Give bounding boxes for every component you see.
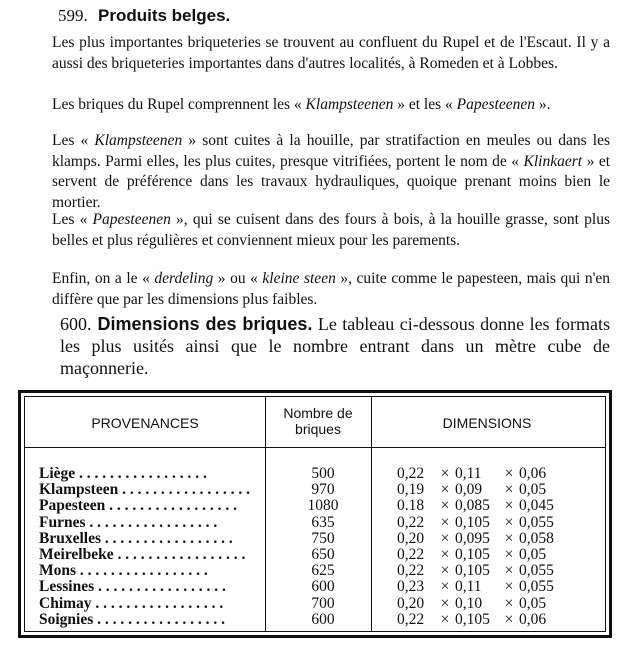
dimensions-cell	[397, 514, 597, 531]
length-value: 0,22	[397, 513, 425, 531]
table-row	[25, 530, 603, 547]
provenance-cell: Klampsteen . . . . . . . . . . . . . . . . .	[39, 481, 250, 499]
paragraph-text: Les « Papesteenen », qui se cuisent dans des fours à bois, à la houille grasse, sont plus belles et plus régulières et conviennent mieux pour les parements.	[52, 211, 610, 249]
height-value: 0,05	[519, 481, 547, 499]
height-value: 0,058	[519, 529, 554, 547]
height-value: 0,05	[519, 546, 547, 563]
table-row	[25, 465, 603, 482]
paragraph-text: Enfin, on a le « derdeling » ou « kleine steen », cuite comme le papesteen, mais qui n'en diffère que par les dimensions plus faibles.	[52, 270, 611, 308]
leader-dots: . . . . . . . . . . . . . . . . .	[118, 481, 250, 499]
provenance-cell: Lessines . . . . . . . . . . . . . . . . .	[39, 578, 226, 596]
dimensions-cell	[397, 465, 597, 482]
section-title: Dimensions des briques.	[97, 314, 313, 334]
times-sign: ×	[440, 562, 450, 580]
length-value: 0,19	[397, 481, 425, 499]
times-sign: ×	[504, 578, 514, 596]
section-number: 600.	[60, 314, 92, 334]
height-value: 0,06	[519, 610, 547, 628]
times-sign: ×	[440, 546, 450, 563]
table-row	[25, 611, 603, 628]
section-number: 599.	[58, 6, 88, 25]
dimensions-cell	[397, 481, 597, 498]
dimensions-cell	[397, 562, 597, 579]
times-sign: ×	[440, 594, 450, 612]
section-600-text: 600. Dimensions des briques. Le tableau ci-dessous donne les formats les plus usités ainsi que le nombre entrant dans un mètre cube de maçonnerie.	[60, 314, 610, 378]
count-cell: 1080	[307, 497, 339, 515]
table-row	[25, 481, 603, 498]
section-title: Produits belges.	[98, 6, 231, 25]
count-cell: 600	[311, 578, 335, 596]
height-value: 0,055	[519, 562, 554, 580]
paragraph-text: Les plus importantes briqueteries se trouvent au confluent du Rupel et de l'Escaut. Il y a aussi des briqueteries importantes dans d'autres localités, à Romeden et à Lobbes.	[52, 34, 610, 72]
paragraph-text: Les « Klampsteenen » sont cuites à la houille, par stratifaction en meules ou dans les klamps. Parmi elles, les plus cuites, presque vitrifiées, portent le nom de « Klinkaert » et servent de préférence dans les travaux hydrauliques, quoique prenant moins bien le mortier.	[52, 132, 610, 211]
width-value: 0,11	[455, 578, 482, 596]
length-value: 0,20	[397, 594, 425, 612]
height-value: 0,055	[519, 513, 554, 531]
section-600-paragraph	[20, 313, 610, 379]
count-cell: 970	[311, 481, 335, 499]
provenance-cell: Bruxelles . . . . . . . . . . . . . . . . .	[39, 529, 233, 547]
provenance-cell: Papesteen . . . . . . . . . . . . . . . . .	[39, 497, 238, 515]
paragraph-text: Les briques du Rupel comprennent les « Klampsteenen » et les « Papesteenen ».	[52, 96, 551, 113]
length-value: 0,22	[397, 465, 425, 482]
provenance-cell: Meirelbeke . . . . . . . . . . . . . . . . .	[39, 546, 246, 563]
leader-dots: . . . . . . . . . . . . . . . . .	[85, 513, 218, 531]
paragraph	[20, 33, 610, 74]
table-row	[25, 595, 603, 612]
times-sign: ×	[504, 481, 514, 499]
dimensions-cell	[397, 578, 597, 595]
height-value: 0,06	[519, 465, 547, 482]
provenance-cell: Furnes . . . . . . . . . . . . . . . . .	[39, 513, 218, 531]
table-row	[25, 546, 603, 563]
count-cell: 500	[311, 465, 335, 482]
times-sign: ×	[440, 610, 450, 628]
count-cell: 635	[311, 513, 335, 531]
height-value: 0,045	[519, 497, 554, 515]
times-sign: ×	[440, 481, 450, 499]
times-sign: ×	[504, 546, 514, 563]
dimensions-cell	[397, 611, 597, 628]
table-row	[25, 562, 603, 579]
leader-dots: . . . . . . . . . . . . . . . . .	[101, 529, 233, 547]
table-row	[25, 578, 603, 595]
times-sign: ×	[504, 513, 514, 531]
times-sign: ×	[440, 513, 450, 531]
length-value: 0,23	[397, 578, 425, 596]
header-dimensions: DIMENSIONS	[442, 415, 532, 431]
leader-dots: . . . . . . . . . . . . . . . . .	[94, 578, 226, 596]
times-sign: ×	[504, 529, 514, 547]
count-cell: 600	[311, 610, 335, 628]
times-sign: ×	[440, 465, 450, 482]
count-cell: 700	[311, 594, 335, 612]
table-row	[25, 497, 603, 514]
width-value: 0,105	[455, 513, 490, 531]
width-value: 0,105	[455, 610, 490, 628]
count-cell: 650	[311, 546, 335, 563]
leader-dots: . . . . . . . . . . . . . . . . .	[91, 594, 224, 612]
width-value: 0,09	[455, 481, 483, 499]
leader-dots: . . . . . . . . . . . . . . . . .	[113, 546, 246, 563]
length-value: 0,22	[397, 546, 425, 563]
leader-dots: . . . . . . . . . . . . . . . . .	[76, 562, 208, 580]
height-value: 0,055	[519, 578, 554, 596]
times-sign: ×	[504, 610, 514, 628]
times-sign: ×	[504, 497, 514, 515]
dimensions-cell	[397, 497, 597, 514]
width-value: 0,085	[455, 497, 490, 515]
length-value: 0,20	[397, 529, 425, 547]
width-value: 0,11	[455, 465, 482, 482]
length-value: 0,22	[397, 562, 425, 580]
dimensions-cell	[397, 546, 597, 563]
provenance-cell: Liège . . . . . . . . . . . . . . . . .	[39, 465, 207, 482]
width-value: 0,10	[455, 594, 483, 612]
dimensions-table	[18, 390, 612, 638]
provenance-cell: Chimay . . . . . . . . . . . . . . . . .	[39, 594, 224, 612]
times-sign: ×	[440, 497, 450, 515]
length-value: 0,22	[397, 610, 425, 628]
count-cell: 625	[311, 562, 335, 580]
times-sign: ×	[504, 562, 514, 580]
times-sign: ×	[504, 594, 514, 612]
provenance-cell: Soignies . . . . . . . . . . . . . . . . .	[39, 610, 226, 628]
header-divider	[25, 447, 605, 448]
times-sign: ×	[504, 465, 514, 482]
count-cell: 750	[311, 529, 335, 547]
leader-dots: . . . . . . . . . . . . . . . . .	[75, 465, 207, 482]
provenance-cell: Mons . . . . . . . . . . . . . . . . .	[39, 562, 208, 580]
width-value: 0,105	[455, 546, 490, 563]
section-599-heading	[58, 6, 230, 26]
paragraph	[20, 210, 610, 251]
height-value: 0,05	[519, 594, 547, 612]
table-row	[25, 514, 603, 531]
leader-dots: . . . . . . . . . . . . . . . . .	[93, 610, 226, 628]
times-sign: ×	[440, 529, 450, 547]
header-provenances: PROVENANCES	[91, 415, 199, 431]
leader-dots: . . . . . . . . . . . . . . . . .	[105, 497, 238, 515]
paragraph	[20, 269, 610, 310]
times-sign: ×	[440, 578, 450, 596]
paragraph	[20, 131, 610, 213]
header-count: Nombre de briques	[283, 405, 353, 437]
paragraph	[20, 95, 610, 116]
dimensions-cell	[397, 595, 597, 612]
width-value: 0,095	[455, 529, 490, 547]
table-frame	[24, 396, 606, 632]
width-value: 0,105	[455, 562, 490, 580]
dimensions-cell	[397, 530, 597, 547]
length-value: 0.18	[397, 497, 425, 515]
